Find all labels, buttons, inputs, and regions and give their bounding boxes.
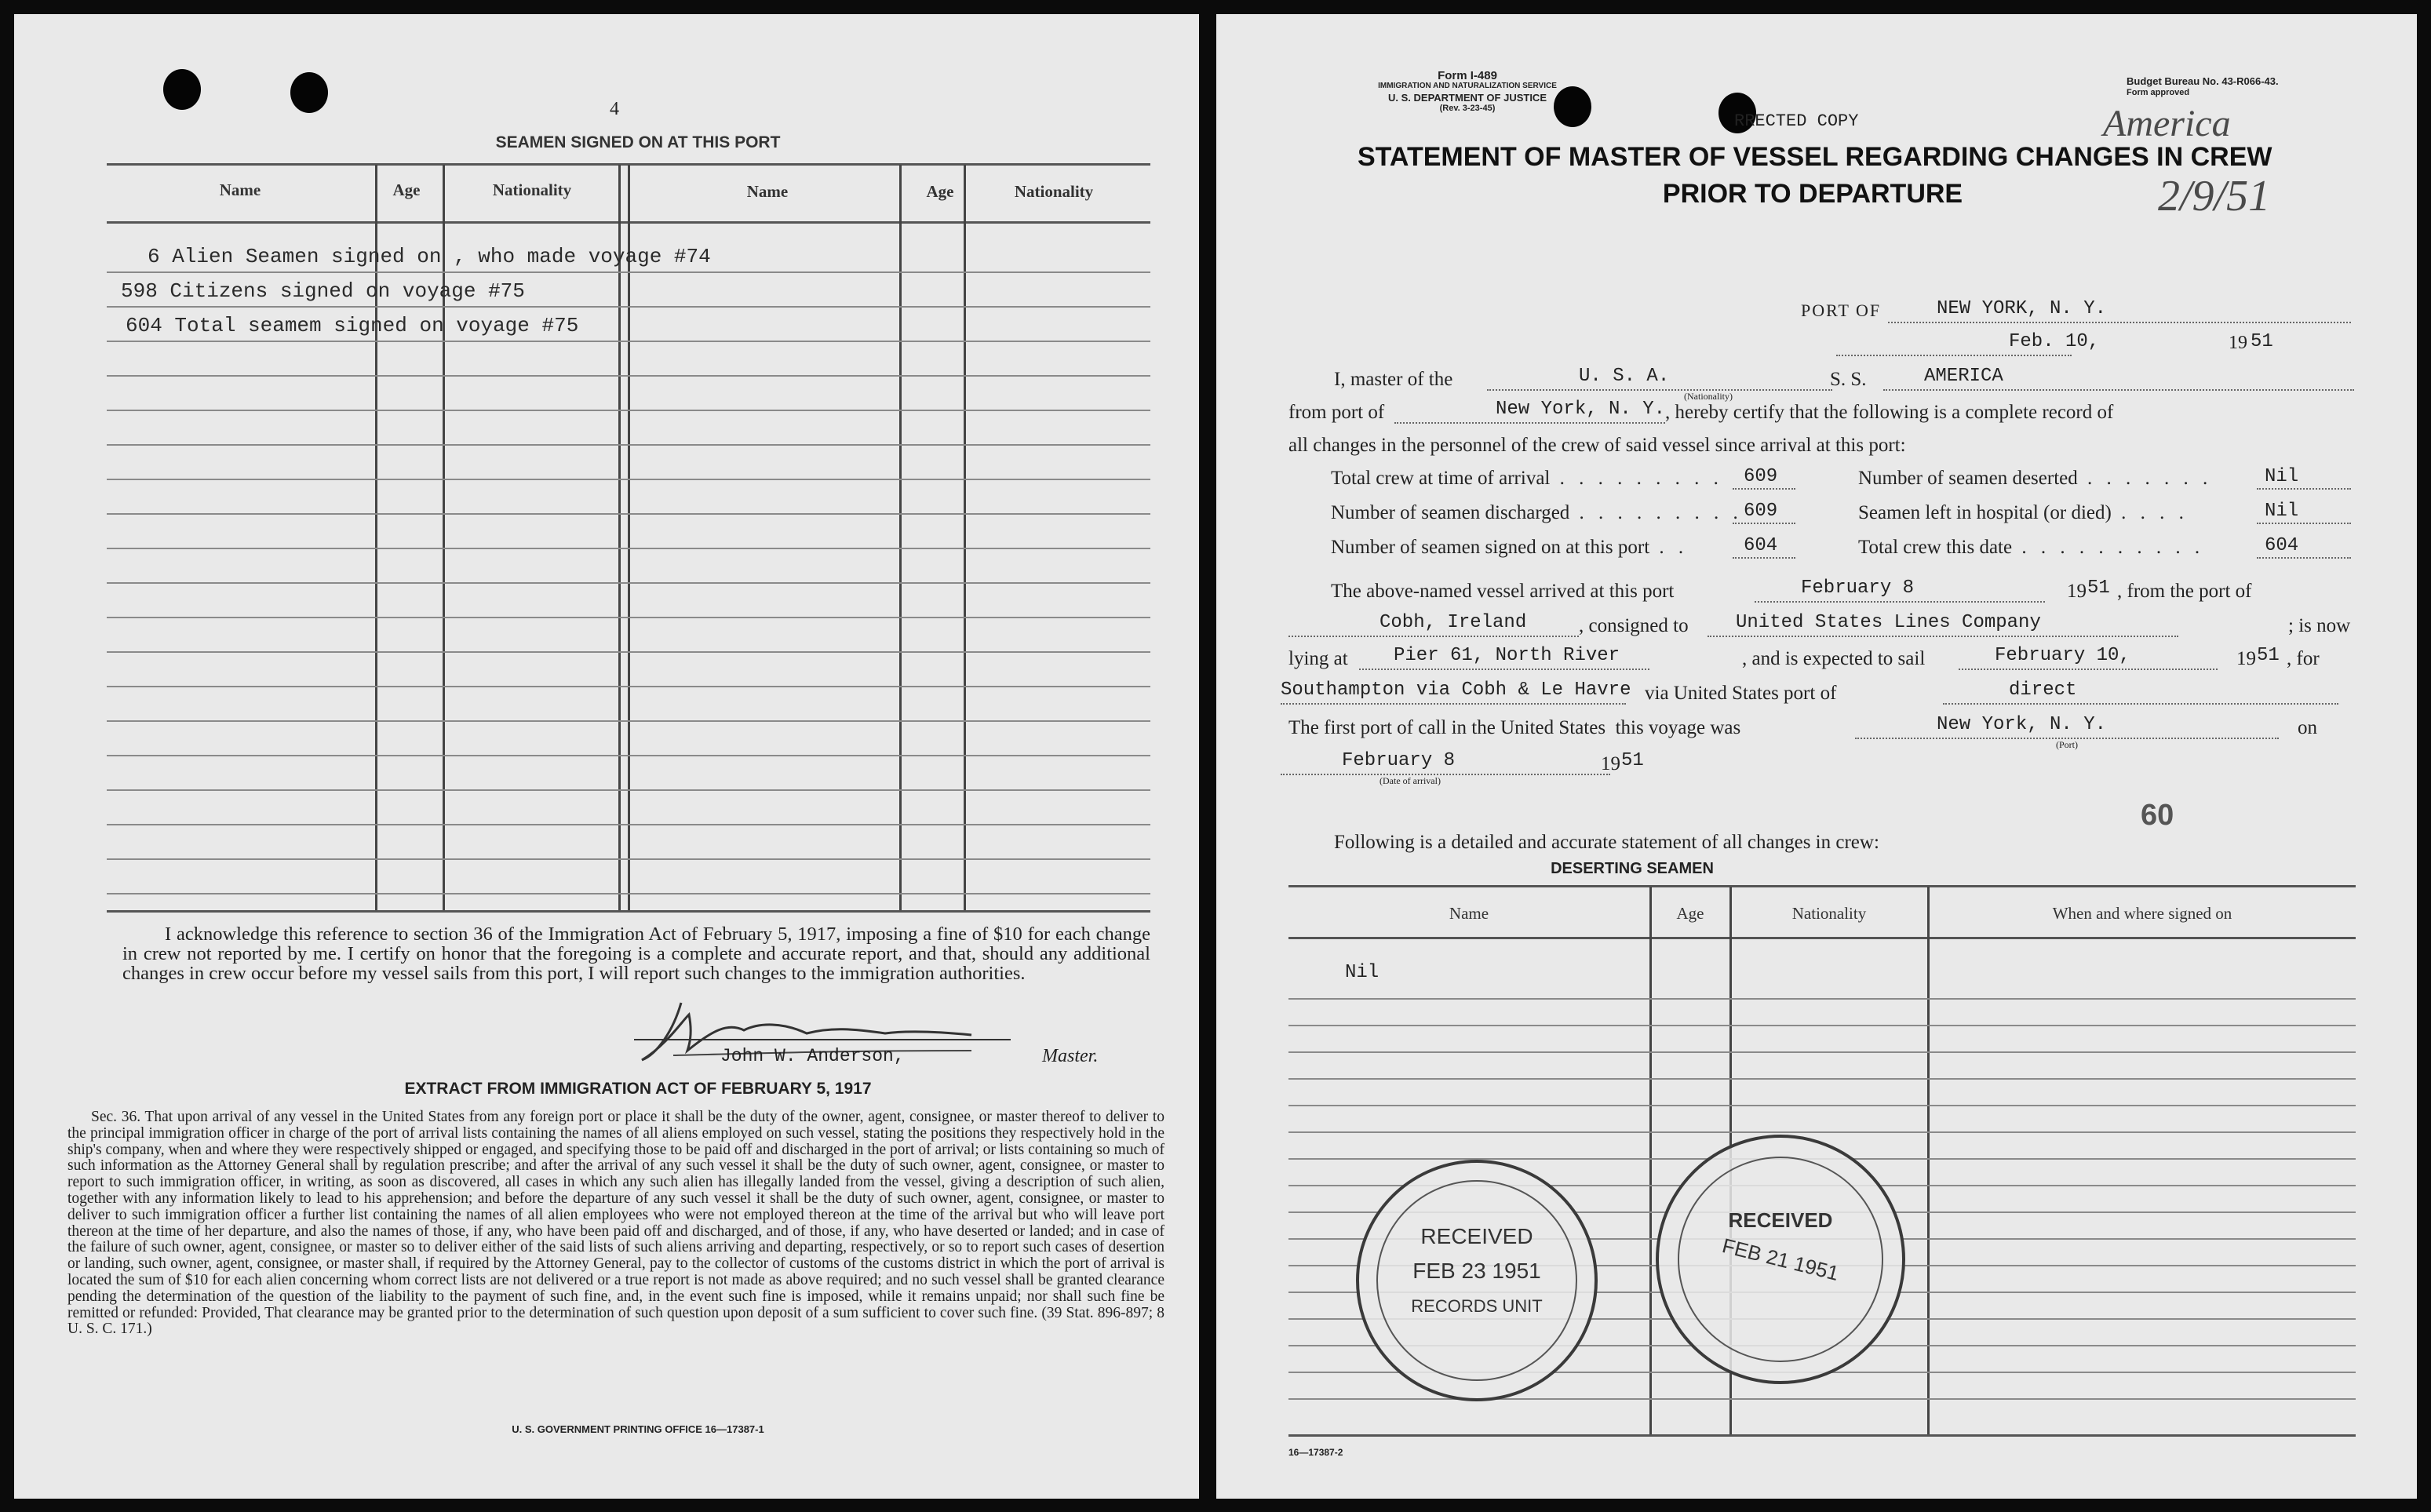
- printing-office: U. S. GOVERNMENT PRINTING OFFICE 16—17387-1: [512, 1423, 764, 1435]
- consignee: United States Lines Company: [1736, 612, 2041, 633]
- sail-year: 51: [2257, 645, 2280, 666]
- date-year: 51: [2251, 331, 2273, 352]
- on-label: on: [2298, 717, 2317, 738]
- lying-at-value: Pier 61, North River: [1394, 645, 1620, 666]
- punch-hole: [290, 72, 328, 113]
- stat-seamen-signed-on: Number of seamen signed on at this port . .: [1331, 537, 1689, 558]
- arrival-year-prefix: 19: [1601, 753, 1620, 774]
- stat-label: Number of seamen deserted: [1858, 468, 2078, 489]
- via-value: direct: [2009, 679, 2077, 701]
- stat-seamen-hospital: Seamen left in hospital (or died) . . . .: [1858, 502, 2189, 523]
- arrival-year: 51: [1621, 750, 1644, 771]
- agency-line1: IMMIGRATION AND NATURALIZATION SERVICE: [1378, 82, 1557, 90]
- deserting-col-age: Age: [1676, 904, 1704, 923]
- stat-value: 609: [1744, 466, 1778, 487]
- stamp-top: RECEIVED: [1420, 1224, 1533, 1248]
- date-value: Feb. 10,: [2009, 331, 2100, 352]
- form-title-line1: STATEMENT OF MASTER OF VESSEL REGARDING CHANGES IN CREW: [1358, 142, 2272, 172]
- stat-value: 609: [1744, 501, 1778, 522]
- deserting-col-name: Name: [1449, 904, 1489, 923]
- from-port-value: New York, N. Y.: [1496, 399, 1666, 420]
- stamp-bottom: RECORDS UNIT: [1411, 1296, 1543, 1316]
- signer-name: John W. Anderson,: [720, 1046, 905, 1066]
- via-label: via United States port of: [1645, 683, 1837, 704]
- extract-title: EXTRACT FROM IMMIGRATION ACT OF FEBRUARY 5, 1917: [404, 1080, 872, 1098]
- stat-label: Number of seamen discharged: [1331, 502, 1570, 523]
- col-header-age-2: Age: [926, 182, 954, 201]
- stat-total-crew-date: Total crew this date . . . . . . . . . .: [1858, 537, 2205, 558]
- form-approved: Form approved: [2127, 88, 2190, 97]
- ss-label: S. S.: [1830, 369, 1867, 390]
- from-port-label: from port of: [1288, 402, 1385, 423]
- form-number: Form I-489: [1438, 69, 1497, 82]
- date-year-prefix: 19: [2229, 333, 2247, 353]
- stamp-date: FEB 21 1951: [1719, 1233, 1842, 1285]
- arrived-year: 51: [2087, 577, 2110, 599]
- certify-text: , hereby certify that the following is a complete record of: [1665, 402, 2114, 423]
- section-title: SEAMEN SIGNED ON AT THIS PORT: [495, 133, 781, 151]
- first-port-value: New York, N. Y.: [1937, 714, 2107, 735]
- is-now-label: ; is now: [2288, 615, 2351, 636]
- signer-title: Master.: [1042, 1046, 1099, 1066]
- first-port-label: The first port of call in the United States this voyage was: [1288, 717, 1741, 738]
- arrived-value: February 8: [1801, 577, 1915, 599]
- stat-seamen-discharged: Number of seamen discharged . . . . . . . . .: [1331, 502, 1743, 523]
- page-reference: 60: [2141, 799, 2174, 832]
- acknowledgment-text: I acknowledge this reference to section 36 of the Immigration Act of February 5, 1917, imposing a fine of $10 for each change in crew not reported by me. I certify on honor that the foregoing is a complete and accurate report, and that, should any additional changes in crew occur before my vessel sails from this port, I will report such changes to the immigration authorities.: [122, 924, 1150, 984]
- stat-total-crew-arrival: Total crew at time of arrival . . . . . . . . .: [1331, 468, 1723, 489]
- handwritten-ship-name: America: [2103, 103, 2231, 144]
- stat-label: Total crew this date: [1858, 537, 2013, 558]
- sail-year-prefix: 19: [2236, 648, 2256, 669]
- col-header-name-2: Name: [746, 182, 789, 201]
- stat-value: 604: [1744, 535, 1778, 556]
- right-page: [1216, 14, 2417, 1499]
- stat-value: Nil: [2265, 501, 2299, 522]
- port-caption: (Port): [2056, 739, 2078, 750]
- entry-citizens: 598 Citizens signed on voyage #75: [121, 279, 525, 303]
- revision: (Rev. 3-23-45): [1439, 104, 1496, 113]
- col-header-nationality-2: Nationality: [1014, 182, 1094, 201]
- stat-seamen-deserted: Number of seamen deserted . . . . . . .: [1858, 468, 2213, 489]
- left-page: [14, 14, 1199, 1499]
- nationality-value: U. S. A.: [1579, 366, 1670, 387]
- form-code: 16—17387-2: [1288, 1447, 1343, 1458]
- destination: Southampton via Cobh & Le Havre: [1281, 679, 1631, 701]
- extract-body: Sec. 36. That upon arrival of any vessel in the United States from any foreign port or place it shall be the duty of the owner, agent, consignee, or master thereof to deliver to the principal immigration officer in charge of the port of arrival lists containing the names of all aliens employed on such vessel, stating the positions they respectively hold in the ship's company, when and where they were respectively shipped or engaged, and specifying those to be paid off and discharged in the port of arrival; or lists containing so much of such information as the Attorney General shall by regulation prescribe; and after the arrival of any such vessel it shall be the duty of such owner, agent, consignee, or master to report to such immigration officer, in writing, as soon as discovered, all cases in which any such alien has illegally landed from the vessel, giving a description of such alien, together with any information likely to lead to his apprehension; and before the departure of any such vessel it shall be the duty of such owner, agent, consignee, or master to deliver to such immigration officer a further list containing the names of all alien employees who were not employed thereon at the time of the arrival but who will leave port thereon at the time of her departure, and also the names of those, if any, who have been paid off and discharged, and of those, if any, who have deserted or landed; and in case of the failure of such owner, agent, consignee, or master so to deliver either of the said lists of such aliens arriving and departing, respectively, or so to report such cases of desertion or landing, such owner, agent, consignee, or master shall, if required by the Attorney General, pay to the collector of customs of the customs district in which the port of arrival is located the sum of $10 for each alien concerning whom correct lists are not delivered or a true report is not made as above required; and no such vessel shall be granted clearance pending the determination of the question of the liability to the payment of such fine, and, in the event such fine is imposed, while it remains unpaid; nor shall such fine be remitted or refunded: Provided, That clearance may be granted prior to the determination of such question upon deposit of a sum sufficient to cover such fine. (39 Stat. 896-897; 8 U. S. C. 171.): [67, 1109, 1164, 1338]
- all-changes-text: all changes in the personnel of the crew of said vessel since arrival at this port:: [1288, 435, 1906, 456]
- stat-value: 604: [2265, 535, 2299, 556]
- punch-hole: [163, 69, 201, 110]
- nationality-caption: (Nationality): [1684, 391, 1733, 402]
- budget-bureau: Budget Bureau No. 43-R066-43.: [2127, 75, 2279, 87]
- ss-value: AMERICA: [1924, 366, 2003, 387]
- corrected-copy: RRECTED COPY: [1734, 111, 1859, 131]
- stamp-date: FEB 23 1951: [1412, 1259, 1541, 1283]
- sail-date: February 10,: [1995, 645, 2130, 666]
- arrival-date: February 8: [1342, 750, 1456, 771]
- col-header-nationality: Nationality: [492, 180, 572, 199]
- deserting-entry: Nil: [1345, 962, 1380, 983]
- from-the-port-label: , from the port of: [2117, 581, 2252, 602]
- arrived-year-prefix: 19: [2067, 581, 2087, 602]
- consigned-label: , consigned to: [1579, 615, 1689, 636]
- port-label: PORT OF: [1801, 301, 1882, 320]
- master-label: I, master of the: [1334, 369, 1453, 390]
- received-stamp: [1656, 1135, 1905, 1384]
- deserting-seamen-title: DESERTING SEAMEN: [1551, 860, 1714, 877]
- deserting-col-when-where: When and where signed on: [2052, 904, 2232, 923]
- stamp-top: RECEIVED: [1728, 1208, 1833, 1232]
- agency-line2: U. S. DEPARTMENT OF JUSTICE: [1388, 92, 1547, 104]
- stat-label: Number of seamen signed on at this port: [1331, 537, 1650, 558]
- entry-alien-seamen: 6 Alien Seamen signed on , who made voyage #74: [148, 245, 711, 268]
- port-value: NEW YORK, N. Y.: [1937, 298, 2107, 319]
- entry-total-seamen: 604 Total seamem signed on voyage #75: [126, 314, 579, 337]
- arrival-caption: (Date of arrival): [1380, 775, 1441, 786]
- handwritten-date: 2/9/51: [2158, 172, 2271, 220]
- received-stamp-records-unit: [1356, 1160, 1598, 1401]
- arrived-label: The above-named vessel arrived at this port: [1331, 581, 1675, 602]
- stat-value: Nil: [2265, 466, 2299, 487]
- deserting-col-nationality: Nationality: [1791, 904, 1867, 923]
- form-title-line2: PRIOR TO DEPARTURE: [1662, 179, 1963, 209]
- stat-label: Seamen left in hospital (or died): [1858, 502, 2112, 523]
- following-text: Following is a detailed and accurate statement of all changes in crew:: [1334, 832, 1879, 853]
- page-number: 4: [610, 99, 619, 119]
- for-label: , for: [2287, 648, 2320, 669]
- expected-label: , and is expected to sail: [1742, 648, 1926, 669]
- col-header-age: Age: [392, 180, 421, 199]
- col-header-name: Name: [219, 180, 261, 199]
- from-port-2: Cobh, Ireland: [1380, 612, 1527, 633]
- lying-at-label: lying at: [1288, 648, 1348, 669]
- stat-label: Total crew at time of arrival: [1331, 468, 1551, 489]
